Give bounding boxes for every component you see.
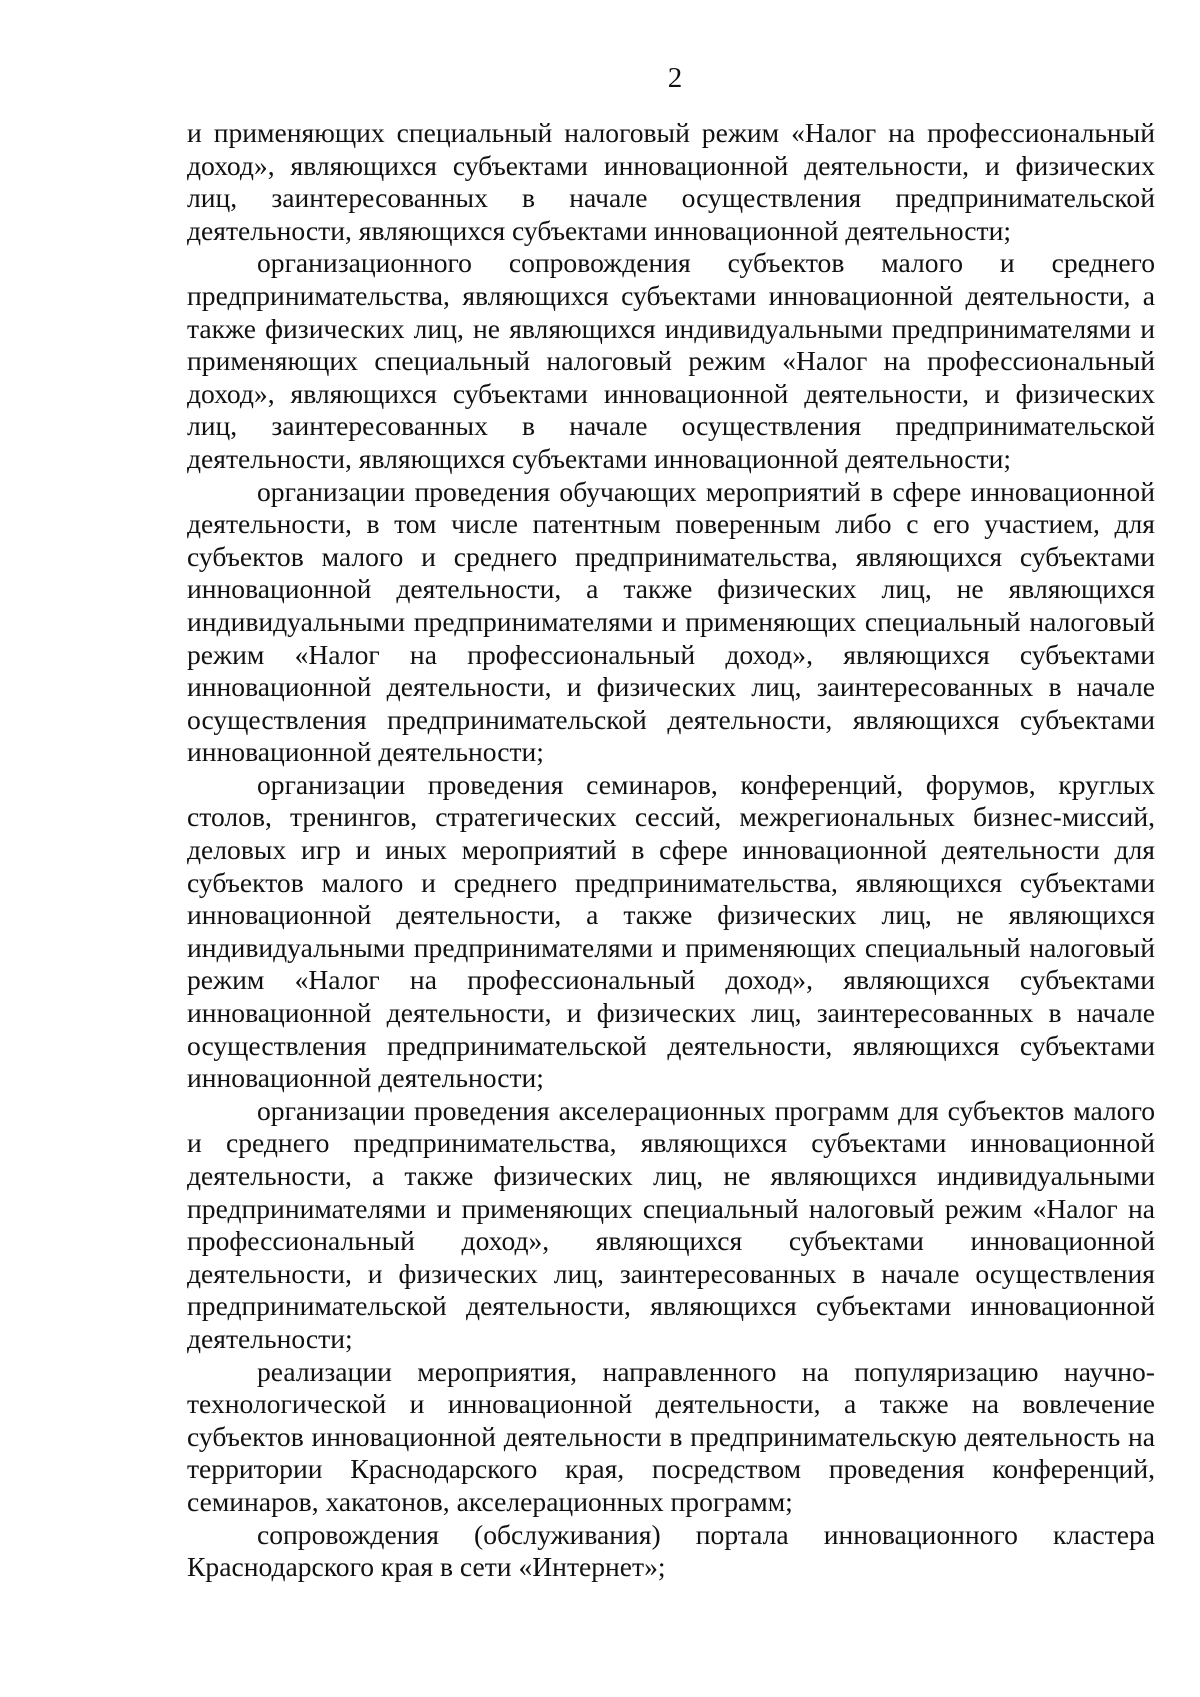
paragraph-acceleration-programs: организации проведения акселерационных программ для субъектов малого и среднего предпринимательства, являющихся субъектами инновационной деятельности, а также физических лиц, не являющихся индивидуальными предпринимателями и применяющих специальный налоговый режим «Налог на профессиональный доход», являющихся субъектами инновационной деятельности, и физических лиц, заинтересованных в начале осуществления предпринимательской деятельности, являющихся субъектами инновационной деятельности; — [187, 1094, 1155, 1354]
paragraph-portal-support: сопровождения (обслуживания) портала инновационного кластера Краснодарского края в сети «Интернет»; — [187, 1518, 1155, 1583]
paragraph-seminars-conferences: организации проведения семинаров, конференций, форумов, круглых столов, тренингов, стратегических сессий, межрегиональных бизнес-миссий, деловых игр и иных мероприятий в сфере инновационной деятельности для субъектов малого и среднего предпринимательства, являющихся субъектами инновационной деятельности, а также физических лиц, не являющихся индивидуальными предпринимателями и применяющих специальный налоговый режим «Налог на профессиональный доход», являющихся субъектами инновационной деятельности, и физических лиц, заинтересованных в начале осуществления предпринимательской деятельности, являющихся субъектами инновационной деятельности; — [187, 768, 1155, 1094]
paragraph-continuation: и применяющих специальный налоговый режим «Налог на профессиональный доход», являющихся субъектами инновационной деятельности, и физических лиц, заинтересованных в начале осуществления предпринимательской деятельности, являющихся субъектами инновационной деятельности; — [187, 117, 1155, 246]
paragraph-organizational-support: организационного сопровождения субъектов малого и среднего предпринимательства, являющихся субъектами инновационной деятельности, а также физических лиц, не являющихся индивидуальными предпринимателями и применяющих специальный налоговый режим «Налог на профессиональный доход», являющихся субъектами инновационной деятельности, и физических лиц, заинтересованных в начале осуществления предпринимательской деятельности, являющихся субъектами инновационной деятельности; — [187, 247, 1155, 474]
page-number: 2 — [667, 62, 683, 94]
document-body — [187, 117, 1155, 1584]
paragraph-popularization-event: реализации мероприятия, направленного на популяризацию научно-технологической и инновационной деятельности, а также на вовлечение субъектов инновационной деятельности в предпринимательскую деятельность на территории Краснодарского края, посредством проведения конференций, семинаров, хакатонов, акселерационных программ; — [187, 1355, 1155, 1517]
paragraph-training-events: организации проведения обучающих мероприятий в сфере инновационной деятельности, в том числе патентным поверенным либо с его участием, для субъектов малого и среднего предпринимательства, являющихся субъектами инновационной деятельности, а также физических лиц, не являющихся индивидуальными предпринимателями и применяющих специальный налоговый режим «Налог на профессиональный доход», являющихся субъектами инновационной деятельности, и физических лиц, заинтересованных в начале осуществления предпринимательской деятельности, являющихся субъектами инновационной деятельности; — [187, 475, 1155, 768]
